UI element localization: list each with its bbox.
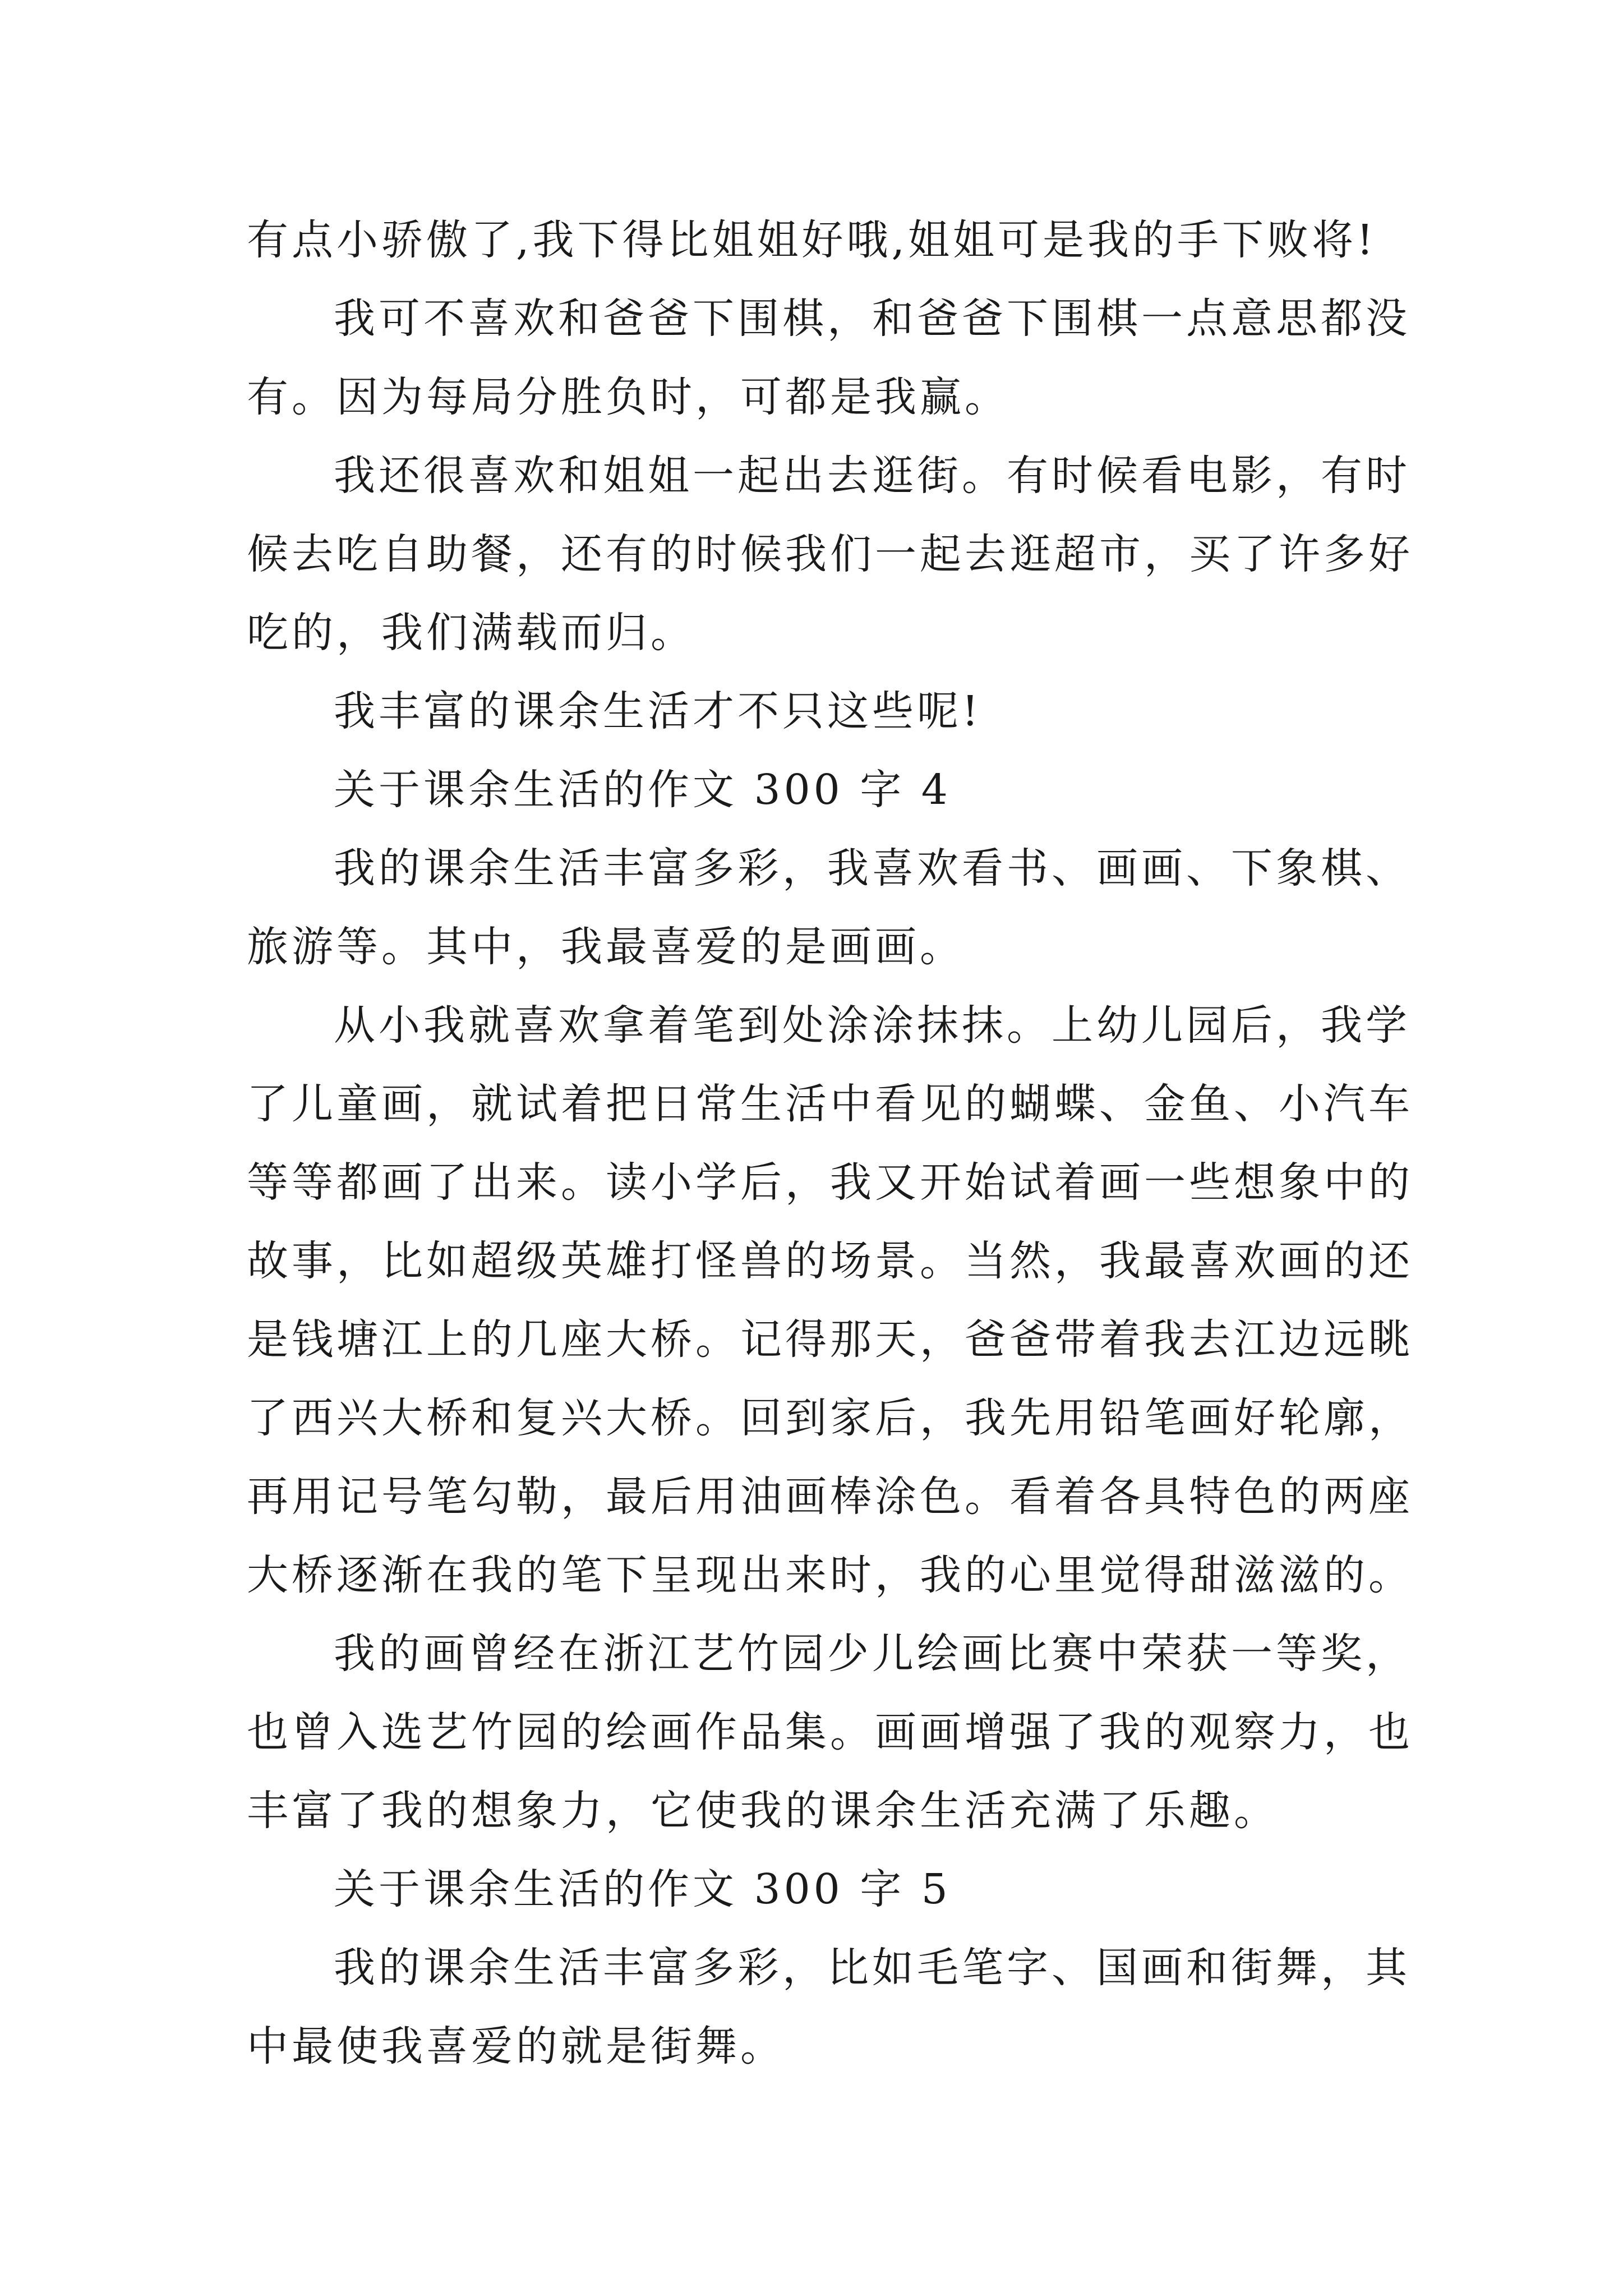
text-line: 吃的，我们满载而归。: [247, 609, 695, 657]
text-line: 我的课余生活丰富多彩，比如毛笔字、国画和街舞，其: [334, 1944, 1410, 1992]
text-line: 大桥逐渐在我的笔下呈现出来时，我的心里觉得甜滋滋的。: [247, 1551, 1413, 1599]
text-line: 有。因为每局分胜负时，可都是我赢。: [247, 373, 1009, 421]
text-line: 了西兴大桥和复兴大桥。回到家后，我先用铅笔画好轮廓，: [247, 1394, 1413, 1442]
section-heading: 关于课余生活的作文 300 字 4: [334, 766, 951, 814]
text-line: 再用记号笔勾勒，最后用油画棒涂色。看着各具特色的两座: [247, 1473, 1413, 1521]
text-line: 有点小骄傲了,我下得比姐姐好哦,姐姐可是我的手下败将!: [247, 216, 1377, 264]
text-line: 旅游等。其中，我最喜爱的是画画。: [247, 923, 965, 971]
text-line: 我丰富的课余生活才不只这些呢!: [334, 687, 982, 735]
text-line: 我可不喜欢和爸爸下围棋，和爸爸下围棋一点意思都没: [334, 295, 1410, 343]
text-line: 从小我就喜欢拿着笔到处涂涂抹抹。上幼儿园后，我学: [334, 1001, 1410, 1050]
text-line: 我的画曾经在浙江艺竹园少儿绘画比赛中荣获一等奖，: [334, 1630, 1410, 1678]
text-line: 是钱塘江上的几座大桥。记得那天，爸爸带着我去江边远眺: [247, 1315, 1413, 1364]
text-line: 中最使我喜爱的就是街舞。: [247, 2022, 785, 2070]
text-line: 候去吃自助餐，还有的时候我们一起去逛超市，买了许多好: [247, 530, 1413, 578]
section-heading: 关于课余生活的作文 300 字 5: [334, 1865, 951, 1913]
text-line: 也曾入选艺竹园的绘画作品集。画画增强了我的观察力，也: [247, 1708, 1413, 1756]
text-line: 我的课余生活丰富多彩，我喜欢看书、画画、下象棋、: [334, 844, 1410, 892]
text-line: 了儿童画，就试着把日常生活中看见的蝴蝶、金鱼、小汽车: [247, 1080, 1413, 1128]
text-line: 丰富了我的想象力，它使我的课余生活充满了乐趣。: [247, 1787, 1279, 1835]
text-line: 等等都画了出来。读小学后，我又开始试着画一些想象中的: [247, 1158, 1413, 1207]
text-line: 故事，比如超级英雄打怪兽的场景。当然，我最喜欢画的还: [247, 1237, 1413, 1285]
text-line: 我还很喜欢和姐姐一起出去逛街。有时候看电影，有时: [334, 452, 1410, 500]
